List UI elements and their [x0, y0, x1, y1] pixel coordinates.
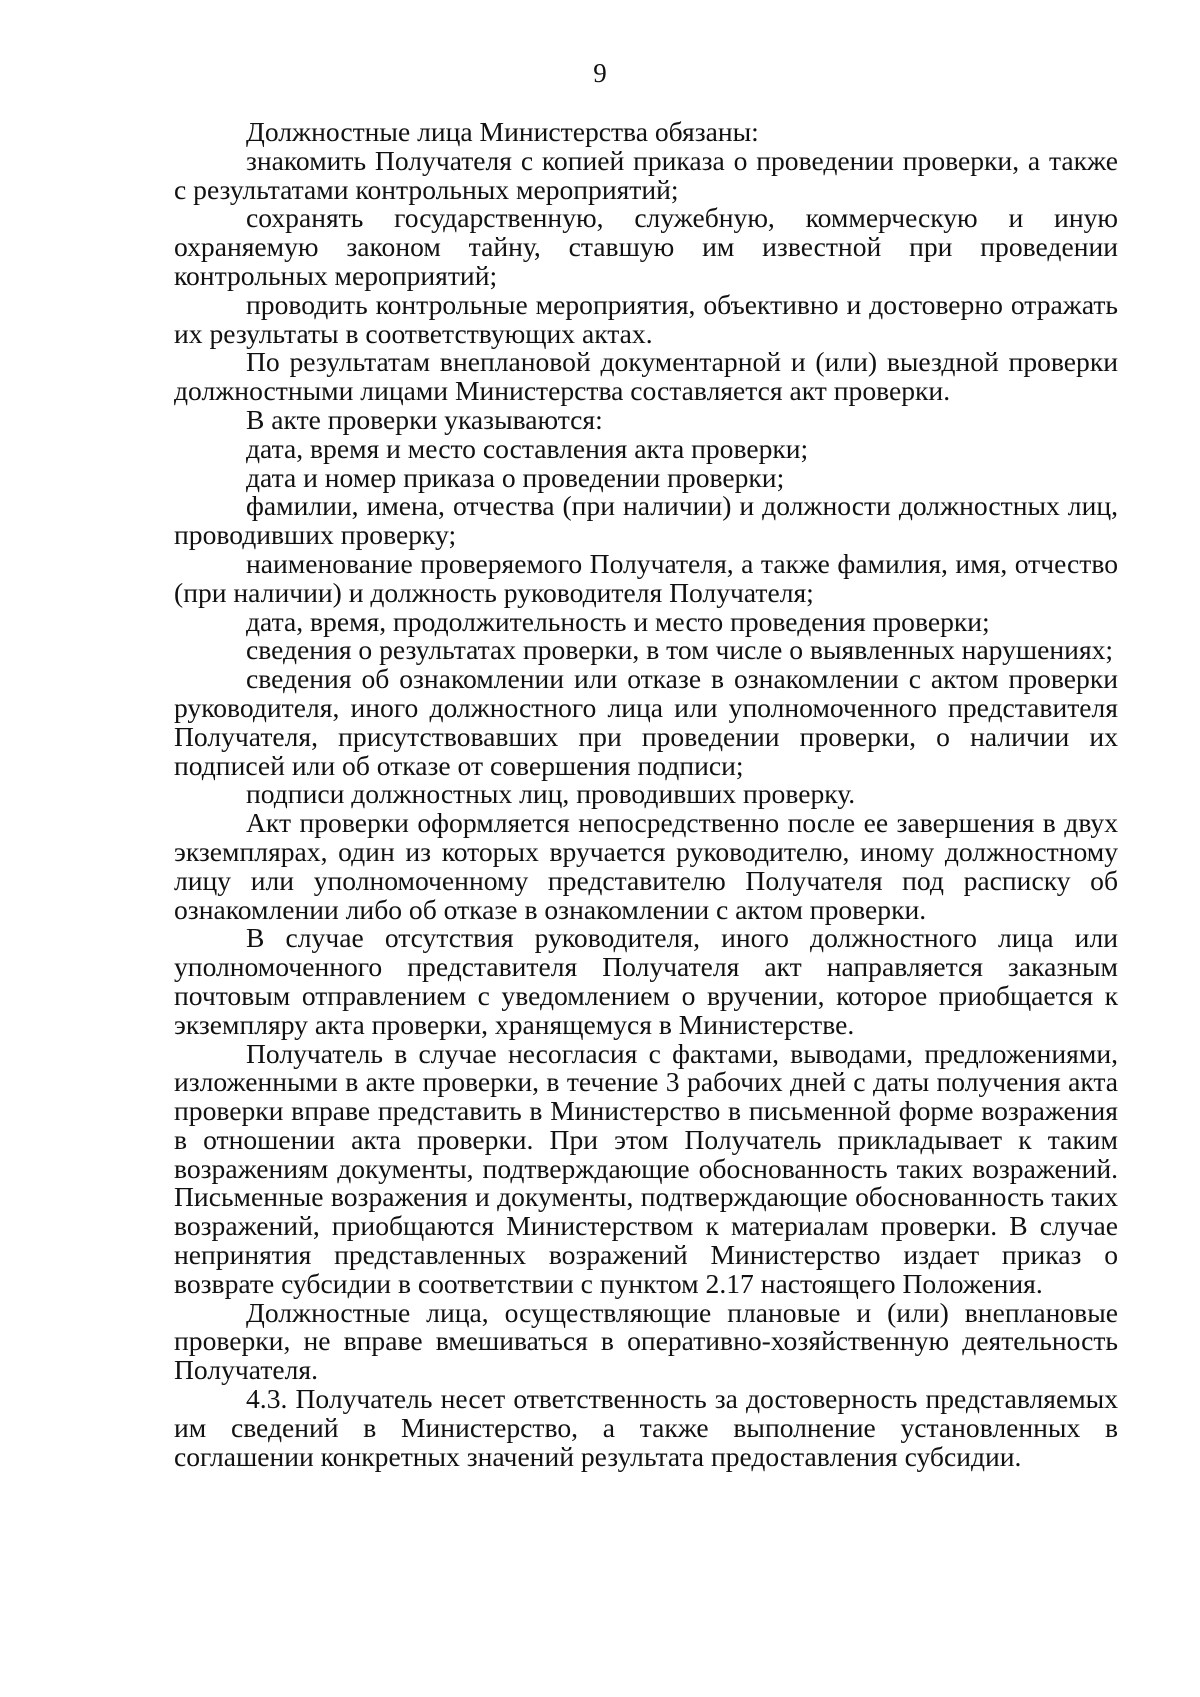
paragraph-4: проводить контрольные мероприятия, объективно и достоверно отражать их результаты в соответствующих актах.	[174, 288, 1118, 349]
paragraph-8: дата и номер приказа о проведении проверки;	[246, 461, 785, 493]
paragraph-11: дата, время, продолжительность и место проведения проверки;	[246, 605, 990, 637]
paragraph-12: сведения о результатах проверки, в том числе о выявленных нарушениях;	[246, 634, 1114, 666]
paragraph-1: Должностные лица Министерства обязаны:	[246, 116, 759, 147]
document-body	[174, 118, 1118, 1471]
paragraph-14: подписи должностных лиц, проводивших проверку.	[246, 778, 856, 810]
paragraph-10: наименование проверяемого Получателя, а также фамилия, имя, отчество (при наличии) и должность руководителя Получателя;	[174, 547, 1118, 608]
paragraph-3: сохранять государственную, служебную, коммерческую и иную охраняемую законом тайну, ставшую им известной при проведении контрольных мероприятий;	[174, 202, 1118, 291]
paragraph-18: Должностные лица, осуществляющие плановые и (или) внеплановые проверки, не вправе вмешиваться в оперативно-хозяйственную деятельность Получателя.	[174, 1296, 1118, 1386]
paragraph-7: дата, время и место составления акта проверки;	[246, 432, 809, 464]
paragraph-9: фамилии, имена, отчества (при наличии) и должности должностных лиц, проводивших проверку;	[174, 490, 1118, 551]
paragraph-16: В случае отсутствия руководителя, иного должностного лица или уполномоченного представителя Получателя акт направляется заказным почтовым отправлением с уведомлением о вручении, которое приобщается к экземпляру акта проверки, хранящемуся в Министерстве.	[174, 922, 1118, 1040]
paragraph-2: знакомить Получателя с копией приказа о проведении проверки, а также с результатами контрольных мероприятий;	[174, 144, 1118, 205]
paragraph-17: Получатель в случае несогласия с фактами, выводами, предложениями, изложенными в акте проверки, в течение 3 рабочих дней с даты получения акта проверки вправе представить в Министерство в письменной форме возражения в отношении акта проверки. При этом Получатель прикладывает к таким возражениям документы, подтверждающие обоснованность таких возражений. Письменные возражения и документы, подтверждающие обоснованность таких возражений, приобщаются Министерством к материалам проверки. В случае непринятия представленных возражений Министерство издает приказ о возврате субсидии в соответствии с пунктом 2.17 настоящего Положения.	[174, 1037, 1118, 1299]
paragraph-6: В акте проверки указываются:	[246, 403, 603, 435]
paragraph-15: Акт проверки оформляется непосредственно после ее завершения в двух экземплярах, один из которых вручается руководителю, иному должностному лицу или уполномоченному представителю Получателя под расписку об ознакомлении либо об отказе в ознакомлении с актом проверки.	[174, 807, 1118, 925]
page-number: 9	[593, 58, 607, 88]
paragraph-13: сведения об ознакомлении или отказе в ознакомлении с актом проверки руководителя, иного должностного лица или уполномоченного представителя Получателя, присутствовавших при проведении проверки, о наличии их подписей или об отказе от совершения подписи;	[174, 663, 1118, 781]
paragraph-5: По результатам внеплановой документарной и (или) выездной проверки должностными лицами Министерства составляется акт проверки.	[174, 346, 1118, 407]
paragraph-19: 4.3. Получатель несет ответственность за достоверность представляемых им сведений в Министерство, а также выполнение установленных в соглашении конкретных значений результата предоставления субсидии.	[174, 1383, 1118, 1472]
